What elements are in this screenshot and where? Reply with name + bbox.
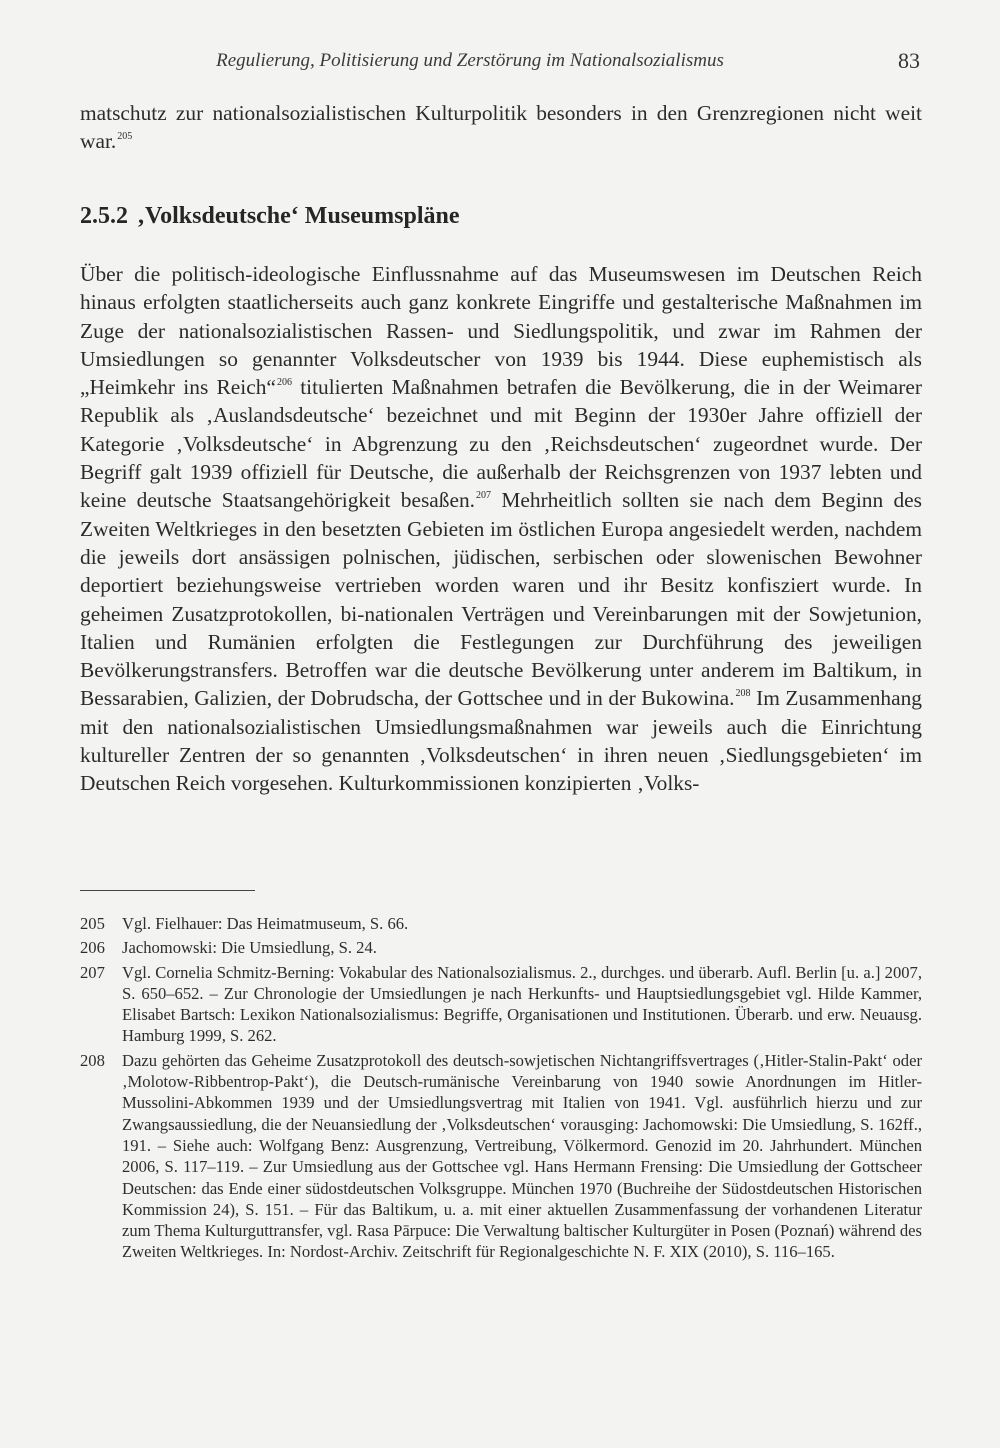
paragraph-part: Im Zusammenhang mit den nationalsozialistischen Umsiedlungsmaßnahmen war jeweils auch die Einrichtung kultureller Zentren der so genannten ‚Volksdeutschen‘ in ihren neuen ‚Siedlungsgebieten‘ im Deutschen Reich vorgesehen. Kulturkommissionen konzipierten ‚Volks-: [80, 686, 922, 796]
footnote-number: 205: [80, 914, 105, 933]
footnote: [80, 913, 922, 934]
running-title: Regulierung, Politisierung und Zerstörung im Nationalsozialismus: [216, 50, 724, 71]
footnote: [80, 1050, 922, 1263]
paragraph-part: Mehrheitlich sollten sie nach dem Beginn des Zweiten Weltkrieges in den besetzten Gebieten im östlichen Europa angesiedelt werden, nachdem die jeweils dort ansässigen polnischen, jüdischen, serbischen oder slowenischen Bewohner deportiert beziehungsweise vertrieben worden waren und ihr Besitz konfisziert wurde. In geheimen Zusatzprotokollen, bi-nationalen Verträgen und Vereinbarungen mit der Sowjetunion, Italien und Rumänien erfolgten die Festlegungen zur Durchführung des jeweiligen Bevölkerungstransfers. Betroffen war die deutsche Bevölkerung unter anderem im Baltikum, in Bessarabien, Galizien, der Dobrudscha, der Gottschee und in der Bukowina.: [80, 488, 922, 711]
footnote-text: Jachomowski: Die Umsiedlung, S. 24.: [122, 938, 377, 958]
footnote-reference: 206: [276, 377, 292, 389]
section-title: ‚Volksdeutsche‘ Museumspläne: [137, 203, 460, 229]
footnote: [80, 937, 922, 958]
intro-paragraph-block: [80, 99, 922, 156]
intro-paragraph: [80, 99, 922, 156]
intro-text: matschutz zur nationalsozialistischen Kulturpolitik besonders in den Grenzregionen nicht weit war.: [80, 101, 922, 154]
footnote-reference: 208: [735, 688, 751, 700]
footnote-text: Vgl. Cornelia Schmitz-Berning: Vokabular des Nationalsozialismus. 2., durchges. und überarb. Aufl. Berlin [u. a.] 2007, S. 650–652. – Zur Chronologie der Umsiedlungen je nach Herkunfts- und Hauptsiedlungsgebiet vgl. Hilde Kammer, Elisabet Bartsch: Lexikon Nationalsozialismus: Begriffe, Organisationen und Institutionen. Überarb. und erw. Neuausg. Hamburg 1999, S. 262.: [122, 962, 922, 1046]
footnote-reference: 205: [117, 131, 133, 143]
page-number: 83: [898, 48, 920, 73]
paragraph-part: titulierten Maßnahmen betrafen die Bevölkerung, die in der Weimarer Republik als ‚Auslandsdeutsche‘ bezeichnet und mit Beginn der 1930er Jahre offiziell der Kategorie ‚Volksdeutsche‘ in Abgrenzung zu den ‚Reichsdeutschen‘ zugeordnet wurde. Der Begriff galt 1939 offiziell für Deutsche, die außerhalb der Reichsgrenzen von 1937 lebten und keine deutsche Staatsangehörigkeit besaßen.: [80, 375, 923, 513]
footnote-reference: 207: [476, 490, 492, 502]
footnote-number: 206: [80, 938, 105, 958]
footnote-number: 208: [80, 1050, 105, 1070]
footnote-number: 207: [80, 962, 105, 982]
footnote: [80, 962, 922, 1047]
section-number: 2.5.2: [80, 203, 128, 229]
section-heading: [80, 199, 922, 233]
main-paragraph: [80, 260, 922, 798]
paragraph-part: Über die politisch-ideologische Einflussnahme auf das Museumswesen im Deutschen Reich hinaus erfolgten staatlicherseits auch ganz konkrete Eingriffe und gestalterische Maßnahmen im Zuge der nationalsozialistischen Rassen- und Siedlungspolitik, und zwar im Rahmen der Umsiedlungen so genannter Volksdeutscher von 1939 bis 1944. Diese euphemistisch als „Heimkehr ins Reich“: [80, 262, 922, 400]
footnote-divider: [80, 890, 255, 891]
main-paragraph-block: [80, 260, 922, 798]
footnotes: [80, 913, 922, 1266]
footnote-text: Vgl. Fielhauer: Das Heimatmuseum, S. 66.: [122, 914, 409, 933]
running-header: [80, 46, 920, 76]
footnote-text: Dazu gehörten das Geheime Zusatzprotokoll des deutsch-sowjetischen Nichtangriffsvertrages (‚Hitler-Stalin-Pakt‘ oder ‚Molotow-Ribbentrop-Pakt‘), die Deutsch-rumänische Vereinbarung von 1940 sowie Anordnungen im Hitler-Mussolini-Abkommen 1939 und der Umsiedlungsvertrag mit Italien von 1941. Vgl. ausführlich hierzu und zur Zwangsaussiedlung, die der Neuansiedlung der ‚Volksdeutschen‘ vorausging: Jachomowski: Die Umsiedlung, S. 162ff., 191. – Siehe auch: Wolfgang Benz: Ausgrenzung, Vertreibung, Völkermord. Genozid im 20. Jahrhundert. München 2006, S. 117–119. – Zur Umsiedlung aus der Gottschee vgl. Hans Hermann Frensing: Die Umsiedlung der Gottscheer Deutschen: das Ende einer südostdeutschen Volksgruppe. München 1970 (Buchreihe der Südostdeutschen Historischen Kommission 24), S. 151. – Für das Baltikum, u. a. mit einer aktuellen Zusammenfassung der vorhandenen Literatur zum Thema Kulturguttransfer, vgl. Rasa Pārpuce: Die Verwaltung baltischer Kulturgüter in Posen (Poznań) während des Zweiten Weltkrieges. In: Nordost-Archiv. Zeitschrift für Regionalgeschichte N. F. XIX (2010), S. 116–165.: [122, 1050, 922, 1262]
